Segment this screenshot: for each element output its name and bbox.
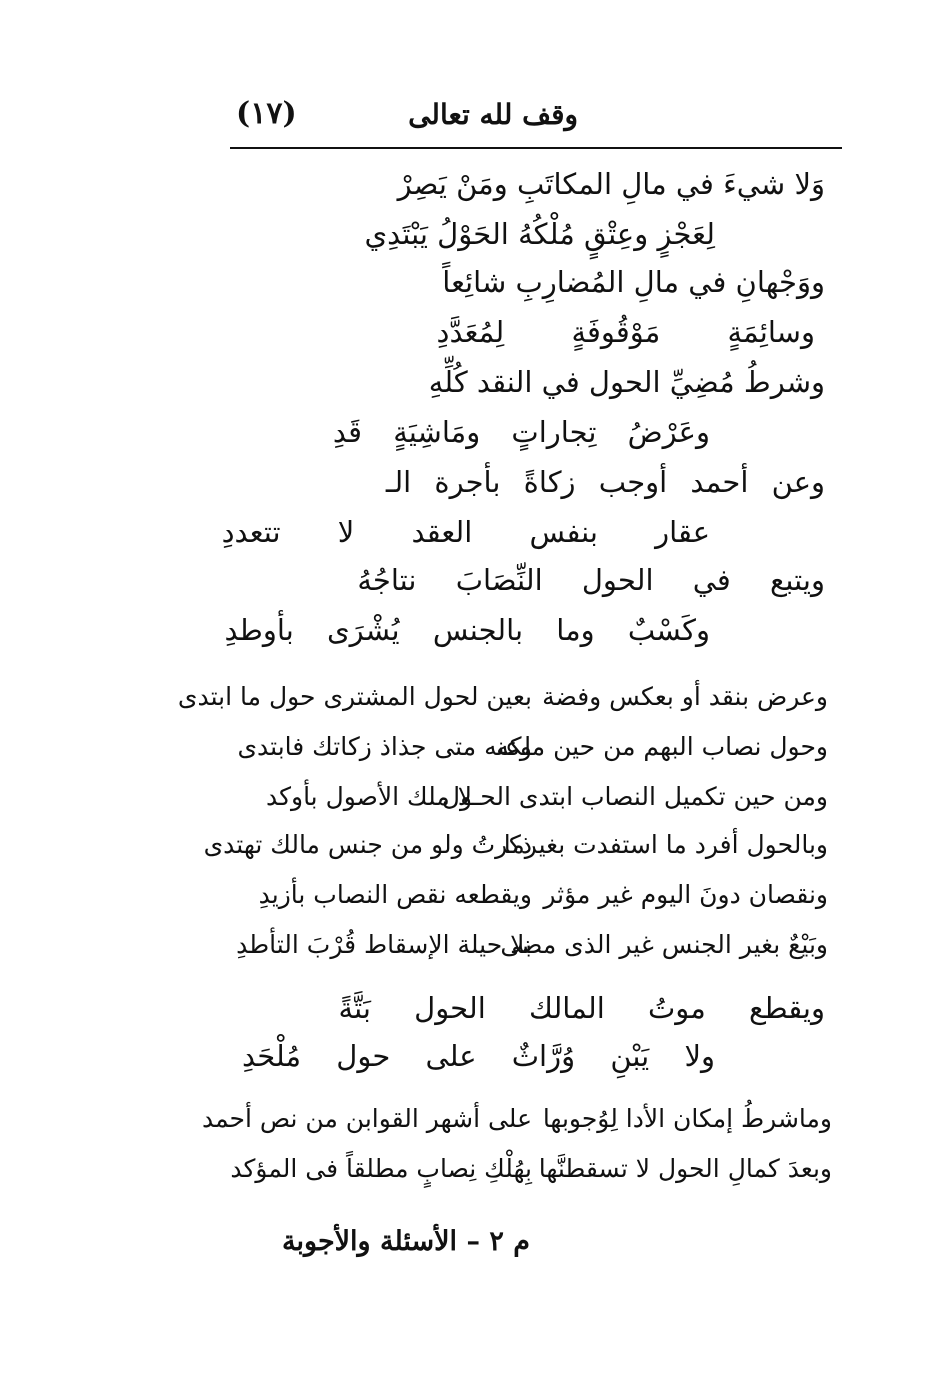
verse-line: ولا يَبْنِ وُرَّاثٌ على حول مُلْحَدِ — [241, 1039, 715, 1073]
verse-left-hemistich: بِهُلْكِ نِصابٍ مطلقاً فى المؤكد — [230, 1154, 532, 1183]
running-title: وقف لله تعالى — [408, 98, 578, 131]
verse-left-hemistich: ذكرتُ ولو من جنس مالك تهتدى — [203, 830, 532, 859]
verse-line: لِعَجْزٍ وعِتْقٍ مُلْكُهُ الحَوْلُ يَبْتَدِي — [364, 217, 715, 251]
verse-right-hemistich: ومن حين تكميل النصاب ابتدى الحـول — [441, 782, 828, 811]
verse-right-hemistich: وماشرطُ إمكان الأدا لِوُجوبها — [542, 1104, 832, 1133]
verse-left-hemistich: بلا حيلة الإسقاط قُرْبَ التأطدِ — [236, 930, 532, 959]
verse-line: وعَرْضُ تِجاراتٍ ومَاشِيَةٍ قَدِ — [332, 415, 710, 449]
page-number: (١٧) — [236, 96, 297, 131]
verse-line: عقار بنفس العقد لا تتعددِ — [221, 515, 710, 549]
page-header — [230, 96, 840, 140]
verse-line: وشرطُ مُضِيِّ الحول في النقد كُلِّهِ — [428, 365, 825, 399]
signature-mark: م ٢ – الأسئلة والأجوبة — [282, 1226, 530, 1257]
verse-left-hemistich: على أشهر القوابن من نص أحمد — [201, 1104, 532, 1133]
verse-right-hemistich: وبالحول أفرد ما استفدت بغيرما — [503, 830, 828, 859]
verse-line: وكَسْبٌ وما بالجنس يُشْرَى بأوطدِ — [224, 613, 710, 647]
verse-left-hemistich: ويقطعه نقص النصاب بأزيدِ — [258, 880, 532, 909]
verse-left-hemistich: وعنه متى جذاذ زكاتك فابتدى — [237, 732, 532, 761]
verse-left-hemistich: بعين لحول المشترى حول ما ابتدى — [177, 682, 532, 711]
verse-line: ويقطع موتُ المالك الحول بَتَّةً — [338, 991, 825, 1025]
verse-right-hemistich: ونقصان دونَ اليوم غير مؤثر — [543, 880, 828, 909]
verse-line: وعن أحمد أوجب زكاةً بأجرة الـ — [385, 465, 825, 499]
verse-right-hemistich: وبعدَ كمالِ الحول لا تسقطنَّها — [538, 1154, 832, 1183]
verse-line: ووَجْهانِ في مالِ المُضارِبِ شائِعاً — [442, 265, 825, 299]
header-rule — [230, 147, 842, 149]
verse-line: وسائِمَةٍ مَوْقُوفَةٍ لِمُعَدَّدِ — [436, 315, 815, 349]
verse-line: وَلا شيءَ في مالِ المكاتَبِ ومَنْ يَصِرْ — [397, 167, 825, 201]
verse-right-hemistich: وبَيْعٌ بغير الجنس غير الذى مضى — [500, 930, 828, 959]
verse-line: ويتبع في الحول النِّصَابَ نتاجُهُ — [357, 563, 825, 597]
verse-right-hemistich: وعرض بنقد أو بعكس وفضة — [542, 682, 828, 711]
verse-left-hemistich: لا ملك الأصول بأوكد — [265, 782, 472, 811]
verse-right-hemistich: وحول نصاب البهم من حين ملكه — [496, 732, 828, 761]
